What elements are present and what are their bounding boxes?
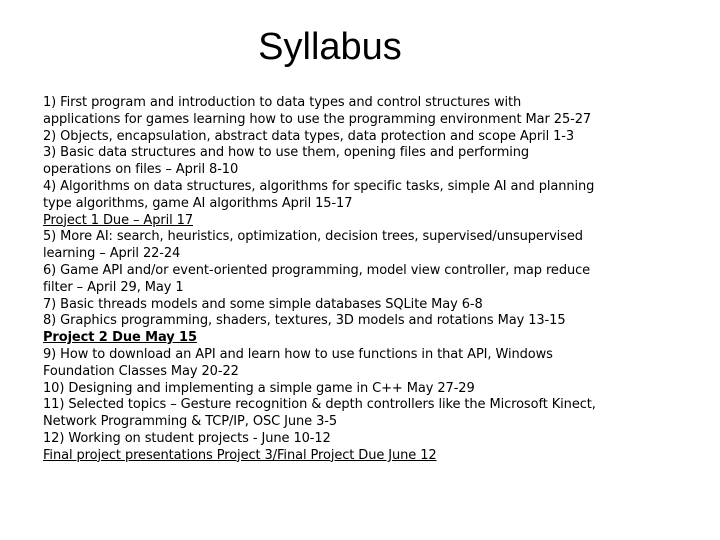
syllabus-line: 2) Objects, encapsulation, abstract data types, data protection and scope April 1-3 bbox=[43, 128, 575, 144]
project-2-due: Project 2 Due May 15 bbox=[43, 330, 197, 346]
syllabus-line: 10) Designing and implementing a simple game in C++ May 27-29 bbox=[43, 380, 475, 396]
syllabus-line: operations on files – April 8-10 bbox=[43, 162, 239, 178]
syllabus-line: 3) Basic data structures and how to use them, opening files and performing bbox=[43, 145, 530, 161]
syllabus-line: Network Programming & TCP/IP, OSC June 3-5 bbox=[43, 414, 338, 430]
syllabus-line: 12) Working on student projects - June 10-12 bbox=[43, 430, 331, 446]
syllabus-line: Foundation Classes May 20-22 bbox=[43, 363, 239, 379]
syllabus-line: filter – April 29, May 1 bbox=[43, 279, 184, 295]
syllabus-line: 5) More AI: search, heuristics, optimization, decision trees, supervised/unsupervised bbox=[43, 229, 583, 245]
project-1-due: Project 1 Due – April 17 bbox=[43, 212, 194, 228]
syllabus-list bbox=[43, 95, 703, 465]
syllabus-line: applications for games learning how to use the programming environment Mar 25-27 bbox=[43, 111, 592, 127]
syllabus-line: 1) First program and introduction to data types and control structures with bbox=[43, 95, 522, 110]
final-project-due: Final project presentations Project 3/Final Project Due June 12 bbox=[43, 447, 437, 463]
syllabus-line: type algorithms, game AI algorithms April 15-17 bbox=[43, 195, 353, 211]
syllabus-line: learning – April 22-24 bbox=[43, 246, 181, 262]
syllabus-line: 9) How to download an API and learn how to use functions in that API, Windows bbox=[43, 346, 553, 362]
syllabus-line: 7) Basic threads models and some simple databases SQLite May 6-8 bbox=[43, 296, 483, 312]
syllabus-line: 6) Game API and/or event-oriented programming, model view controller, map reduce bbox=[43, 262, 591, 278]
slide-title: Syllabus bbox=[258, 26, 402, 68]
syllabus-line: 4) Algorithms on data structures, algorithms for specific tasks, simple AI and planning bbox=[43, 178, 595, 194]
syllabus-line: 11) Selected topics – Gesture recognition & depth controllers like the Microsoft Kinect, bbox=[43, 397, 596, 413]
syllabus-line: 8) Graphics programming, shaders, textures, 3D models and rotations May 13-15 bbox=[43, 313, 566, 329]
